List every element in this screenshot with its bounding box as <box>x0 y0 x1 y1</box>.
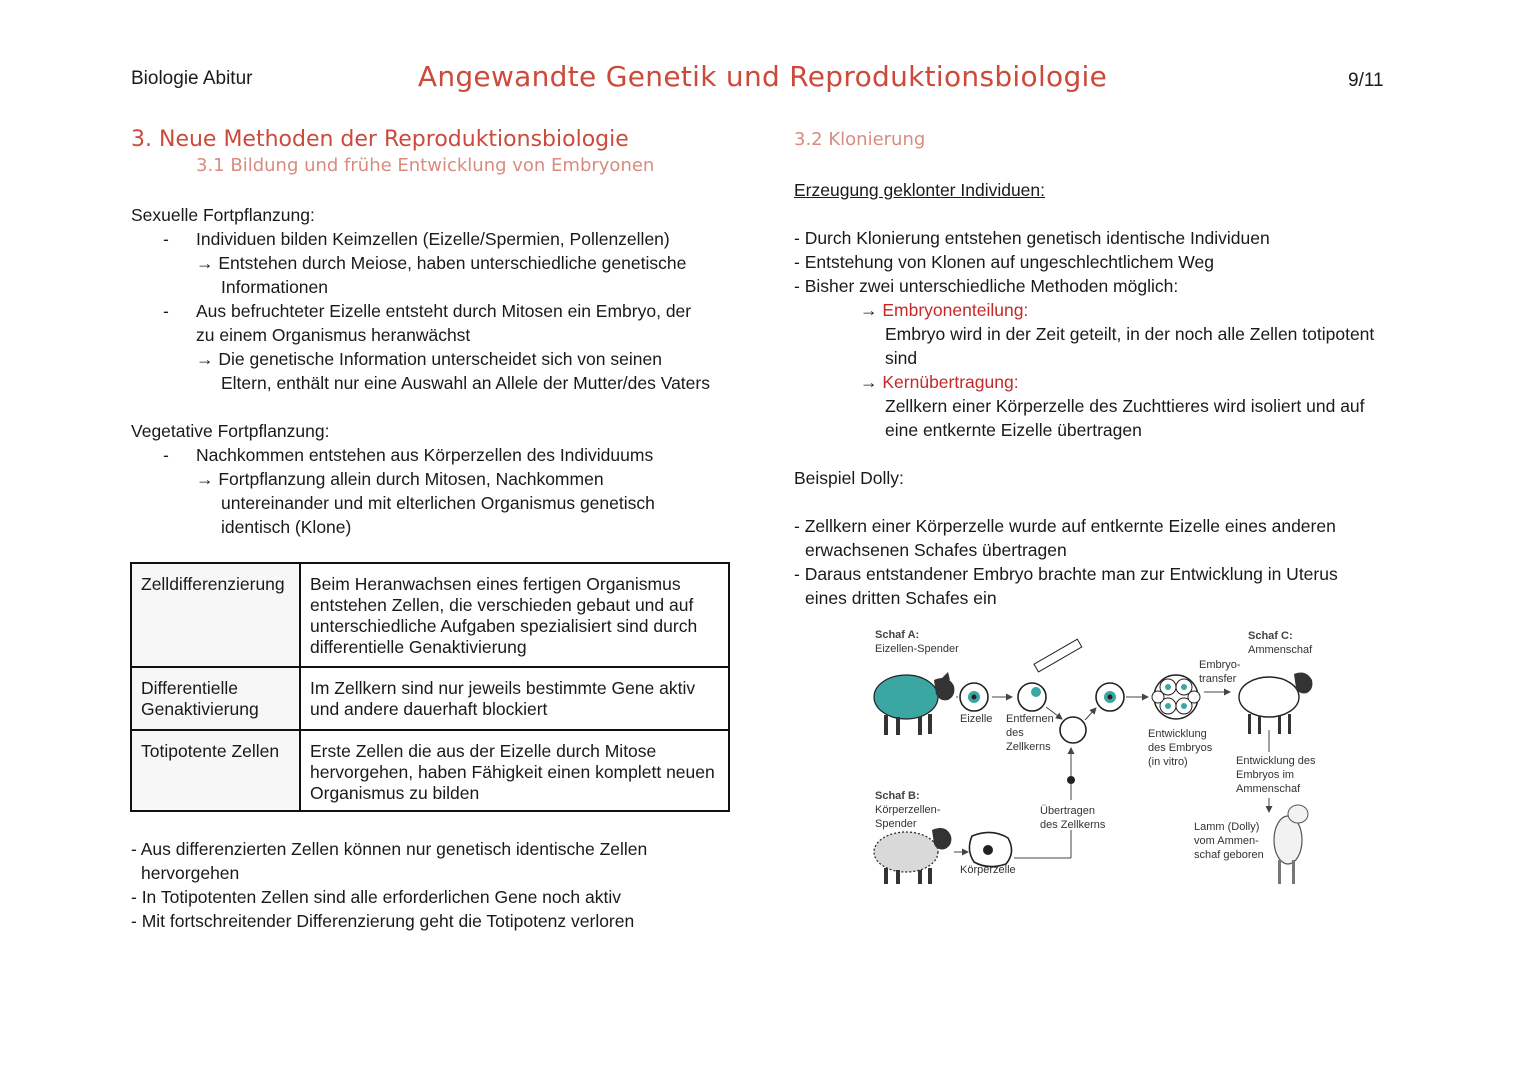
note-1-cont: hervorgehen <box>141 863 240 883</box>
section-heading: 3. Neue Methoden der Reproduktionsbiologie <box>131 127 629 152</box>
note-1: - Aus differenzierten Zellen können nur genetisch identische Zellen <box>131 839 648 859</box>
page-number: 9/11 <box>1348 70 1384 91</box>
nucleus-icon <box>1067 776 1075 784</box>
sexual-arrow-1-cont: Informationen <box>221 277 329 297</box>
cloning-line-2: - Entstehung von Klonen auf ungeschlechtlichem Weg <box>794 252 1214 272</box>
table-row <box>131 563 729 667</box>
enucleation-label: Zellkerns <box>1006 741 1051 753</box>
method-2-text: Zellkern einer Körperzelle des Zuchttieres wird isoliert und auf <box>885 396 1365 416</box>
surrogate-label: Entwicklung des <box>1236 755 1316 767</box>
dolly-cloning-diagram <box>866 622 1326 892</box>
transfer-label: Embryo- <box>1199 659 1241 671</box>
transfer-nucleus-label: des Zellkerns <box>1040 819 1106 831</box>
table-term: Differentielle Genaktivierung <box>131 667 300 730</box>
table-definition: Beim Heranwachsen eines fertigen Organismus entstehen Zellen, die verschieden gebaut und auf unterschiedliche Aufgaben spezialisiert sind durch differentielle Genaktivierung <box>300 563 729 667</box>
bullet-dash: - <box>163 229 169 249</box>
sexual-bullet-2-cont: zu einem Organismus heranwächst <box>196 325 471 345</box>
subsection-heading: 3.1 Bildung und frühe Entwicklung von Embryonen <box>196 155 655 176</box>
body-cell-label: Körperzelle <box>960 864 1016 876</box>
donor-sheep-icon <box>874 828 951 884</box>
lamb-label: vom Ammen- <box>1194 835 1259 847</box>
enucleation-icon <box>1018 639 1082 711</box>
table-term: Zelldifferenzierung <box>131 563 300 667</box>
lamb-dolly-icon <box>1274 805 1308 884</box>
egg-cell-label: Eizelle <box>960 713 993 725</box>
embryo-label: (in vitro) <box>1148 756 1188 768</box>
sheep-b-label: Schaf B: <box>875 790 920 802</box>
method-embryo-splitting: → Embryonenteilung: <box>860 300 1029 320</box>
vegetative-arrow: → Fortpflanzung allein durch Mitosen, Nachkommen <box>196 469 604 489</box>
dolly-title: Beispiel Dolly: <box>794 468 904 488</box>
cloning-heading: 3.2 Klonierung <box>794 129 926 150</box>
dolly-line-2-cont: eines dritten Schafes ein <box>805 588 997 608</box>
fused-egg-icon <box>1096 683 1124 711</box>
lamb-label: Lamm (Dolly) <box>1194 821 1260 833</box>
sexual-bullet-2: Aus befruchteter Eizelle entsteht durch Mitosen ein Embryo, der <box>196 301 692 321</box>
method-nuclear-transfer: → Kernübertragung: <box>860 372 1019 392</box>
bullet-dash: - <box>163 301 169 321</box>
table-term: Totipotente Zellen <box>131 730 300 811</box>
note-3: - Mit fortschreitender Differenzierung geht die Totipotenz verloren <box>131 911 635 931</box>
cloning-subtitle: Erzeugung geklonter Individuen: <box>794 180 1046 200</box>
page-title: Angewandte Genetik und Reproduktionsbiologie <box>417 60 1108 93</box>
sexual-arrow-2-cont: Eltern, enthält nur eine Auswahl an Allele der Mutter/des Vaters <box>221 373 710 393</box>
table-definition: Im Zellkern sind nur jeweils bestimmte Gene aktiv und andere dauerhaft blockiert <box>300 667 729 730</box>
definitions-table <box>130 562 730 812</box>
method-2-text-cont: eine entkernte Eizelle übertragen <box>885 420 1142 440</box>
sheep-a-role: Eizellen-Spender <box>875 643 959 655</box>
enucleation-label: des <box>1006 727 1024 739</box>
table-definition: Erste Zellen die aus der Eizelle durch Mitose hervorgehen, haben Fähigkeit einen komplett neuen Organismus zu bilden <box>300 730 729 811</box>
sexual-bullet-1: Individuen bilden Keimzellen (Eizelle/Spermien, Pollenzellen) <box>196 229 670 249</box>
sheep-c-label: Schaf C: <box>1248 630 1293 642</box>
lamb-label: schaf geboren <box>1194 849 1264 861</box>
sheep-c-role: Ammenschaf <box>1248 644 1313 656</box>
vegetative-title: Vegetative Fortpflanzung: <box>131 421 330 441</box>
sexual-arrow-1: → Entstehen durch Meiose, haben unterschiedliche genetische <box>196 253 687 273</box>
note-2: - In Totipotenten Zellen sind alle erforderlichen Gene noch aktiv <box>131 887 621 907</box>
surrogate-label: Embryos im <box>1236 769 1295 781</box>
sheep-a-label: Schaf A: <box>875 629 920 641</box>
surrogate-sheep-icon <box>1239 672 1312 734</box>
sheep-a-icon <box>874 672 954 735</box>
transfer-label: transfer <box>1199 673 1237 685</box>
table-row <box>131 667 729 730</box>
table-row <box>131 730 729 811</box>
surrogate-label: Ammenschaf <box>1236 783 1301 795</box>
dolly-line-1-cont: erwachsenen Schafes übertragen <box>805 540 1067 560</box>
vegetative-arrow-cont: untereinander und mit elterlichen Organismus genetisch <box>221 493 655 513</box>
embryo-icon <box>1152 675 1200 719</box>
body-cell-icon <box>969 832 1011 866</box>
transfer-nucleus-label: Übertragen <box>1040 805 1096 817</box>
enucleation-label: Entfernen <box>1006 713 1054 725</box>
cloning-line-3: - Bisher zwei unterschiedliche Methoden möglich: <box>794 276 1179 296</box>
dolly-line-2: - Daraus entstandener Embryo brachte man zur Entwicklung in Uterus <box>794 564 1338 584</box>
method-1-text: Embryo wird in der Zeit geteilt, in der noch alle Zellen totipotent <box>885 324 1375 344</box>
enucleated-egg-icon <box>1060 717 1086 743</box>
bullet-dash: - <box>163 445 169 465</box>
sexual-arrow-2: → Die genetische Information unterscheidet sich von seinen <box>196 349 662 369</box>
sheep-b-role: Spender <box>875 818 917 830</box>
sheep-b-role: Körperzellen- <box>875 804 941 816</box>
vegetative-bullet: Nachkommen entstehen aus Körperzellen des Individuums <box>196 445 654 465</box>
dolly-line-1: - Zellkern einer Körperzelle wurde auf entkernte Eizelle eines anderen <box>794 516 1336 536</box>
course-label: Biologie Abitur <box>131 68 253 89</box>
vegetative-arrow-cont: identisch (Klone) <box>221 517 352 537</box>
sexual-title: Sexuelle Fortpflanzung: <box>131 205 315 225</box>
cloning-line-1: - Durch Klonierung entstehen genetisch identische Individuen <box>794 228 1270 248</box>
embryo-label: Entwicklung <box>1148 728 1207 740</box>
embryo-label: des Embryos <box>1148 742 1213 754</box>
method-1-text-cont: sind <box>885 348 918 368</box>
egg-cell-icon <box>960 683 988 711</box>
